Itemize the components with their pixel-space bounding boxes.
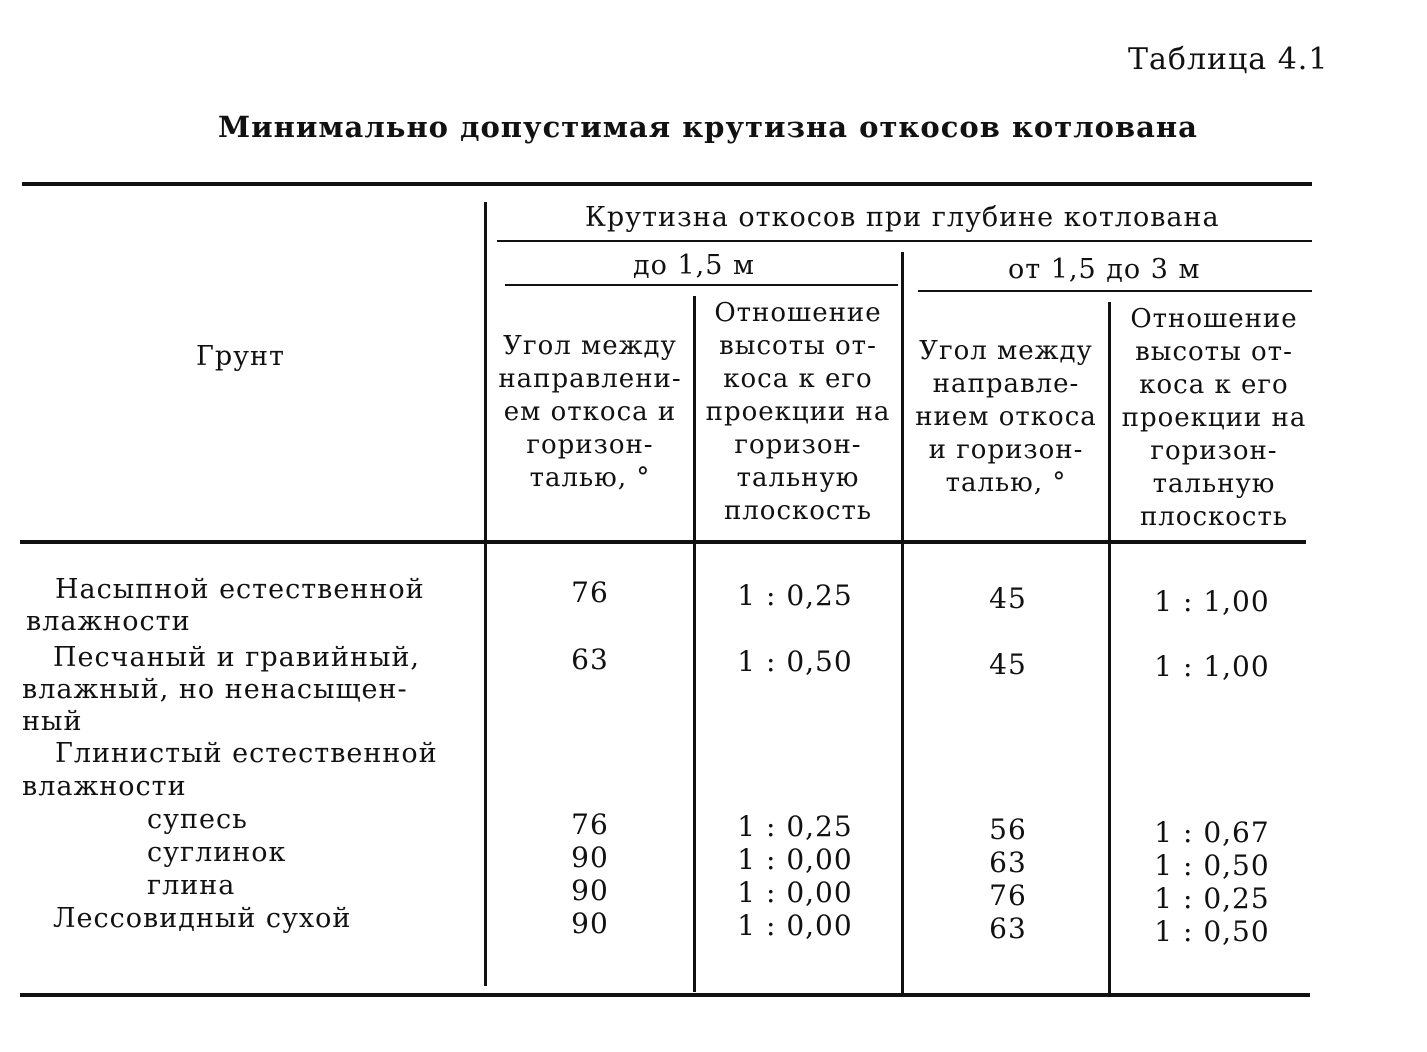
cell-angle2: 45 xyxy=(989,582,1027,615)
col-divider-1 xyxy=(484,202,487,986)
row-name: супесь xyxy=(147,804,248,835)
group-underline xyxy=(497,240,1312,242)
header-depth1: до 1,5 м xyxy=(633,250,755,281)
row-name: глина xyxy=(147,870,236,901)
row-name: влажности xyxy=(26,606,191,637)
bottom-rule xyxy=(20,993,1310,997)
cell-angle2: 56 xyxy=(989,813,1027,846)
depth2-underline xyxy=(918,290,1312,292)
cell-ratio2: 1 : 0,25 xyxy=(1154,882,1270,915)
header-depth2: от 1,5 до 3 м xyxy=(1008,254,1201,285)
cell-angle2: 63 xyxy=(989,912,1027,945)
depth1-underline xyxy=(505,284,898,286)
cell-angle2: 45 xyxy=(989,648,1027,681)
header-ratio1: Отношение высоты от-коса к его проекции на горизон-тальную плоскость xyxy=(705,298,891,526)
cell-ratio1: 1 : 0,00 xyxy=(737,876,853,909)
cell-ratio1: 1 : 0,00 xyxy=(737,909,853,942)
row-name: ный xyxy=(22,706,83,737)
cell-ratio1: 1 : 0,50 xyxy=(737,645,853,678)
table-title: Минимально допустимая крутизна откосов котлована xyxy=(218,110,1198,144)
header-soil: Грунт xyxy=(196,341,285,372)
cell-ratio2: 1 : 0,50 xyxy=(1154,849,1270,882)
cell-ratio2: 1 : 1,00 xyxy=(1154,585,1270,618)
cell-ratio1: 1 : 0,00 xyxy=(737,843,853,876)
header-angle2: Угол между направле-нием откоса и горизон-талью, ° xyxy=(915,336,1097,498)
row-name: суглинок xyxy=(147,837,287,868)
table-label: Таблица 4.1 xyxy=(1128,42,1329,77)
cell-angle1: 76 xyxy=(571,576,609,609)
row-name: Глинистый естественной xyxy=(55,738,438,769)
header-group: Крутизна откосов при глубине котлована xyxy=(585,202,1220,233)
col-divider-4 xyxy=(1108,302,1111,996)
cell-angle2: 63 xyxy=(989,846,1027,879)
cell-ratio1: 1 : 0,25 xyxy=(737,810,853,843)
row-name: влажности xyxy=(22,771,187,802)
header-ratio2: Отношение высоты от-коса к его проекции на горизон-тальную плоскость xyxy=(1121,304,1307,532)
cell-ratio2: 1 : 1,00 xyxy=(1154,650,1270,683)
cell-angle1: 63 xyxy=(571,643,609,676)
cell-angle1: 76 xyxy=(571,808,609,841)
col-divider-3 xyxy=(901,252,904,994)
cell-angle1: 90 xyxy=(571,841,609,874)
row-name: влажный, но ненасыщен- xyxy=(22,674,408,705)
col-divider-2 xyxy=(693,296,696,992)
header-angle1: Угол между направлени-ем откоса и горизон-талью, ° xyxy=(498,331,682,493)
cell-angle1: 90 xyxy=(571,907,609,940)
cell-ratio1: 1 : 0,25 xyxy=(737,579,853,612)
cell-angle2: 76 xyxy=(989,879,1027,912)
row-name: Песчаный и гравийный, xyxy=(53,642,421,673)
cell-ratio2: 1 : 0,50 xyxy=(1154,915,1270,948)
header-bottom-rule xyxy=(20,540,1306,544)
row-name: Насыпной естественной xyxy=(55,574,425,605)
cell-ratio2: 1 : 0,67 xyxy=(1154,816,1270,849)
cell-angle1: 90 xyxy=(571,874,609,907)
row-name: Лессовидный сухой xyxy=(53,903,352,934)
top-rule xyxy=(22,182,1312,186)
